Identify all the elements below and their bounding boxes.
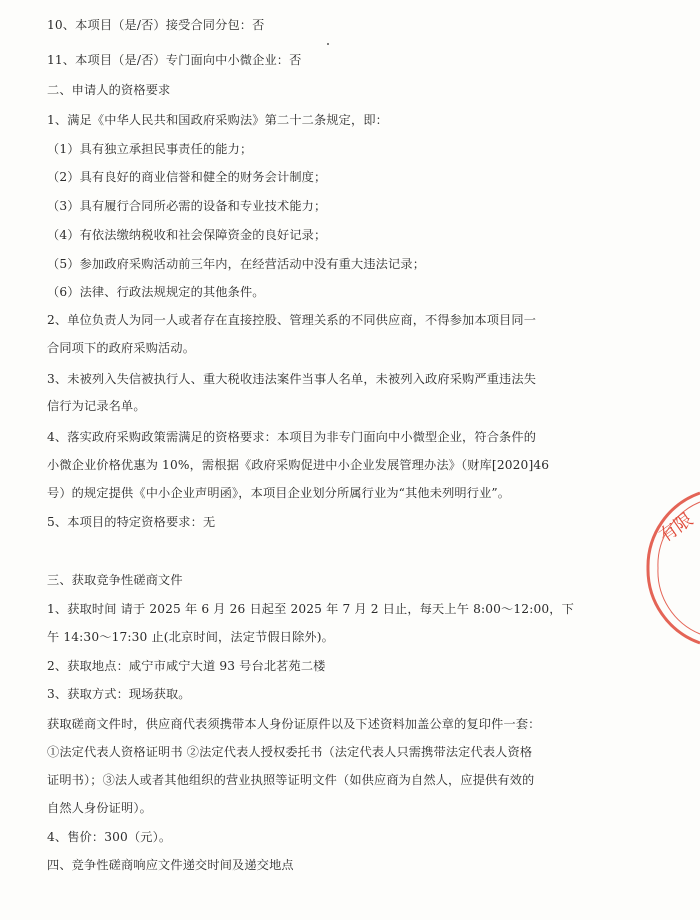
text-line-6: （2）具有良好的商业信誉和健全的财务会计制度；: [47, 170, 327, 184]
official-seal-partial: [640, 488, 700, 648]
text-line-24: 获取磋商文件时，供应商代表须携带本人身份证原件以及下述资料加盖公章的复印件一套：: [47, 717, 541, 731]
section-heading-3: 三、获取竞争性磋商文件: [47, 573, 183, 587]
text-line-28: 4、售价：300（元）。: [47, 830, 172, 844]
text-line-17: 号）的规定提供《中小企业声明函》，本项目企业划分所属行业为“其他未列明行业”。: [47, 486, 511, 500]
text-line-18: 5、本项目的特定资格要求：无: [47, 515, 216, 529]
text-line-5: （1）具有独立承担民事责任的能力；: [47, 142, 253, 156]
text-line-22: 2、获取地点：咸宁市咸宁大道 93 号台北茗苑二楼: [47, 659, 326, 673]
text-line-27: 自然人身份证明）。: [47, 801, 152, 815]
text-line-23: 3、获取方式：现场获取。: [47, 687, 191, 701]
text-line-13: 3、未被列入失信被执行人、重大税收违法案件当事人名单，未被列入政府采购严重违法失: [47, 372, 537, 386]
section-heading-4: 四、竞争性磋商响应文件递交时间及递交地点: [47, 858, 294, 872]
text-line-2: 11、本项目（是/否）专门面向中小微企业：否: [47, 53, 302, 67]
text-line-25: ①法定代表人资格证明书 ②法定代表人授权委托书（法定代表人只需携带法定代表人资格: [47, 745, 533, 759]
text-line-4: 1、满足《中华人民共和国政府采购法》第二十二条规定，即：: [47, 113, 389, 127]
text-line-12: 合同项下的政府采购活动。: [47, 341, 196, 355]
text-line-20: 1、获取时间 请于 2025 年 6 月 26 日起至 2025 年 7 月 2 日止，每天上午 8:00～12:00，下: [47, 602, 574, 616]
text-line-9: （5）参加政府采购活动前三年内，在经营活动中没有重大违法记录；: [47, 257, 426, 271]
text-line-14: 信行为记录名单。: [47, 399, 146, 413]
scan-speck: [327, 43, 329, 45]
text-line-8: （4）有依法缴纳税收和社会保障资金的良好记录；: [47, 228, 327, 242]
text-line-26: 证明书）；③法人或者其他组织的营业执照等证明文件（如供应商为自然人，应提供有效的: [47, 773, 535, 787]
text-line-21: 午 14:30～17:30 止(北京时间，法定节假日除外)。: [47, 630, 335, 644]
text-line-16: 小微企业价格优惠为 10%，需根据《政府采购促进中小企业发展管理办法》（财库[2020]46: [47, 458, 550, 472]
text-line-10: （6）法律、行政法规规定的其他条件。: [47, 285, 265, 299]
seal-ring: [648, 493, 700, 643]
text-line-7: （3）具有履行合同所必需的设备和专业技术能力；: [47, 199, 327, 213]
section-heading-2: 二、申请人的资格要求: [47, 83, 171, 97]
text-line-15: 4、落实政府采购政策需满足的资格要求：本项目为非专门面向中小微型企业，符合条件的: [47, 430, 537, 444]
seal-text: 有限: [655, 509, 698, 547]
text-line-11: 2、单位负责人为同一人或者存在直接控股、管理关系的不同供应商，不得参加本项目同一: [47, 313, 537, 327]
seal-inner-ring: [658, 502, 700, 634]
text-line-1: 10、本项目（是/否）接受合同分包：否: [47, 18, 265, 32]
